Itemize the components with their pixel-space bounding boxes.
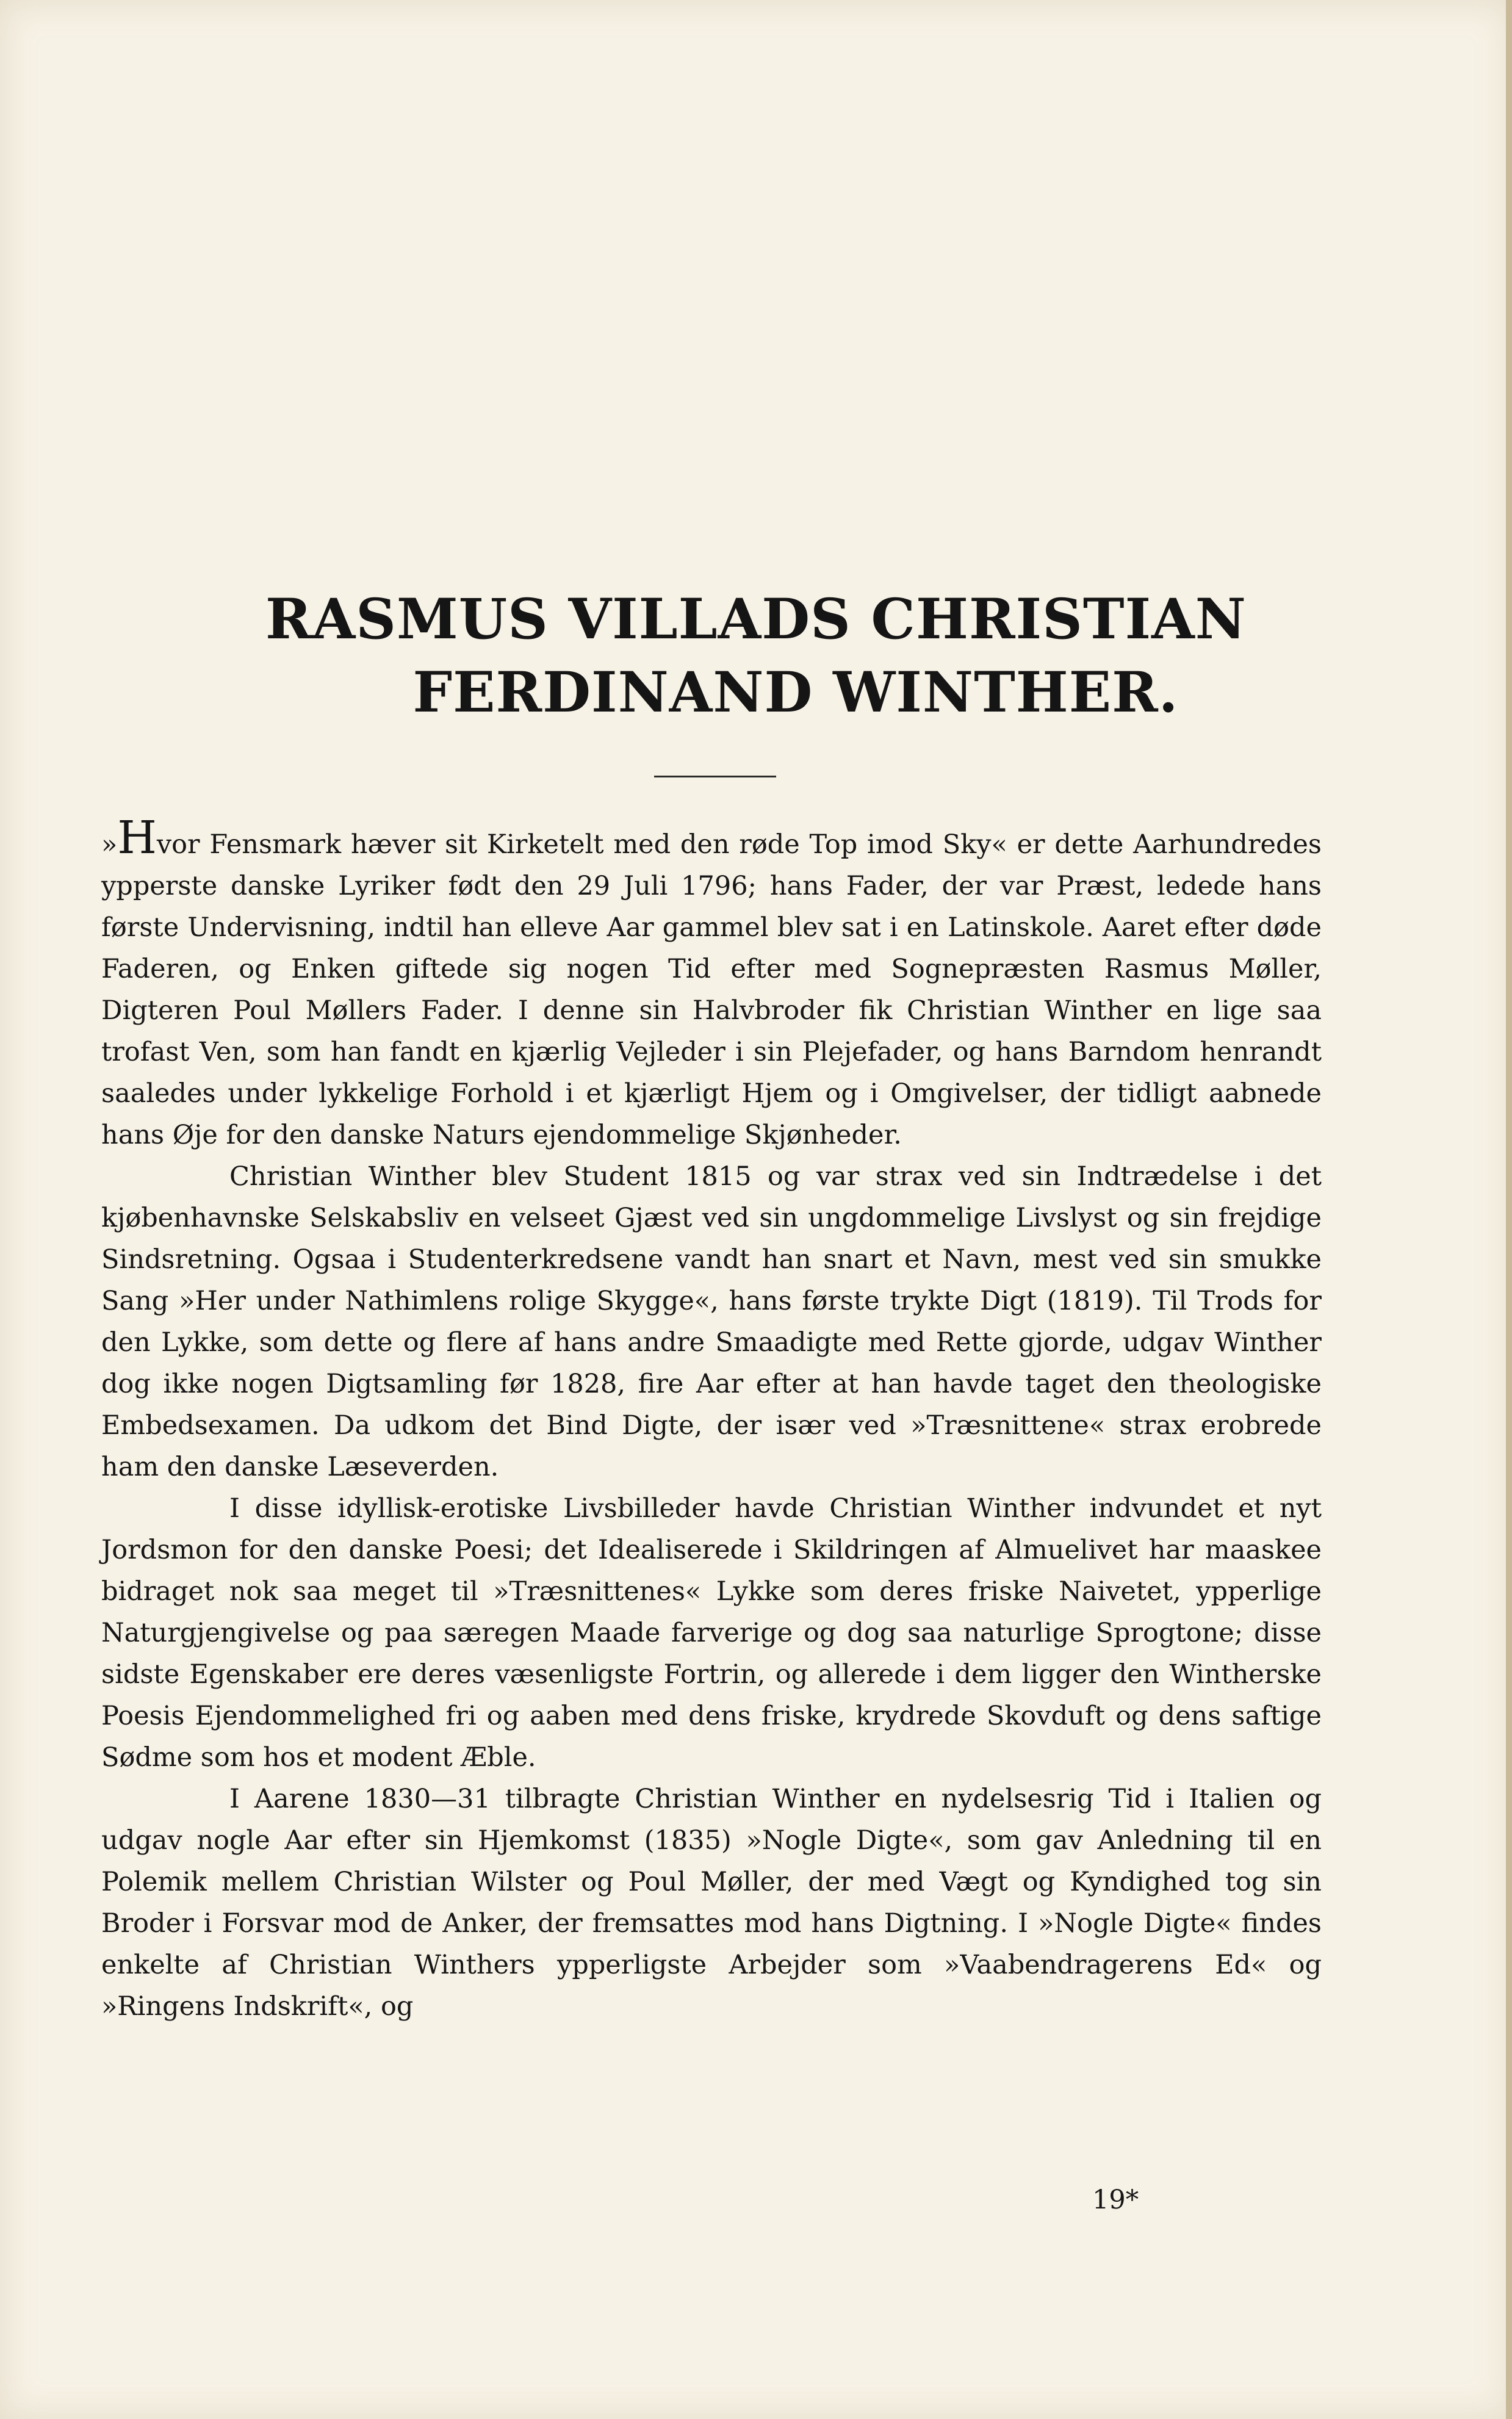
paragraph-2: Christian Winther blev Student 1815 og var strax ved sin Indtrædelse i det kjøbenhavnske Selskabsliv en velseet Gjæst ved sin ungdommelige Livslyst og sin frejdige Sindsretning. Ogsaa i Studenterkredsene vandt han snart et Navn, mest ved sin smukke Sang »Her under Nathimlens rolige Skygge«, hans første trykte Digt (1819). Til Trods for den Lykke, som dette og flere af hans andre Smaadigte med Rette gjorde, udgav Winther dog ikke nogen Digtsamling før 1828, fire Aar efter at han havde taget den theologiske Embedsexamen. Da udkom det Bind Digte, der især ved »Træsnittene« strax erobrede ham den danske Læseverden. (101, 1161, 1322, 1482)
chapter-title (98, 583, 1414, 729)
title-line-1: RASMUS VILLADS CHRISTIAN (265, 587, 1247, 652)
title-line-2: FERDINAND WINTHER. (412, 660, 1179, 725)
paragraph-3: I disse idyllisk-erotiske Livsbilleder havde Christian Winther indvundet et nyt Jordsmon for den danske Poesi; det Idealiserede i Skildringen af Almuelivet har maaskee bidraget nok saa meget til »Træsnittenes« Lykke som deres friske Naivetet, ypperlige Naturgjengivelse og paa særegen Maade farverige og dog saa naturlige Sprogtone; disse sidste Egenskaber ere deres væsenligste Fortrin, og allerede i dem ligger den Wintherske Poesis Ejendommelighed fri og aaben med dens friske, krydrede Skovduft og dens saftige Sødme som hos et modent Æble. (101, 1493, 1322, 1773)
title-divider (654, 776, 776, 777)
paragraph-4: I Aarene 1830—31 tilbragte Christian Winther en nydelsesrig Tid i Italien og udgav nogle Aar efter sin Hjemkomst (1835) »Nogle Digte«, som gav Anledning til en Polemik mellem Christian Wilster og Poul Møller, der med Vægt og Kyndighed tog sin Broder i Forsvar mod de Anker, der fremsattes mod hans Digtning. I »Nogle Digte« findes enkelte af Christian Winthers ypperligste Arbejder som »Vaabendragerens Ed« og »Ringens Indskrift«, og (101, 1784, 1322, 2022)
body-text (101, 812, 1322, 2027)
page-number: 19* (1092, 2185, 1139, 2215)
page-edge (1506, 0, 1512, 2419)
paragraph-1-text: vor Fensmark hæver sit Kirketelt med den røde Top imod Sky« er dette Aarhundredes ypperste danske Lyriker født den 29 Juli 1796; hans Fader, der var Præst, ledede hans første Undervisning, indtil han elleve Aar gammel blev sat i en Latinskole. Aaret efter døde Faderen, og Enken giftede sig nogen Tid efter med Sognepræsten Rasmus Møller, Digteren Poul Møllers Fader. I denne sin Halvbroder fik Christian Winther en lige saa trofast Ven, som han fandt en kjærlig Vejleder i sin Plejefader, og hans Barndom henrandt saaledes under lykkelige Forhold i et kjærligt Hjem og i Omgivelser, der tidligt aabnede hans Øje for den danske Naturs ejendommelige Skjønheder. (101, 829, 1322, 1150)
paragraph-1 (101, 812, 1322, 1156)
opening-quote-mark: » (101, 829, 118, 860)
initial-letter: H (117, 812, 157, 864)
